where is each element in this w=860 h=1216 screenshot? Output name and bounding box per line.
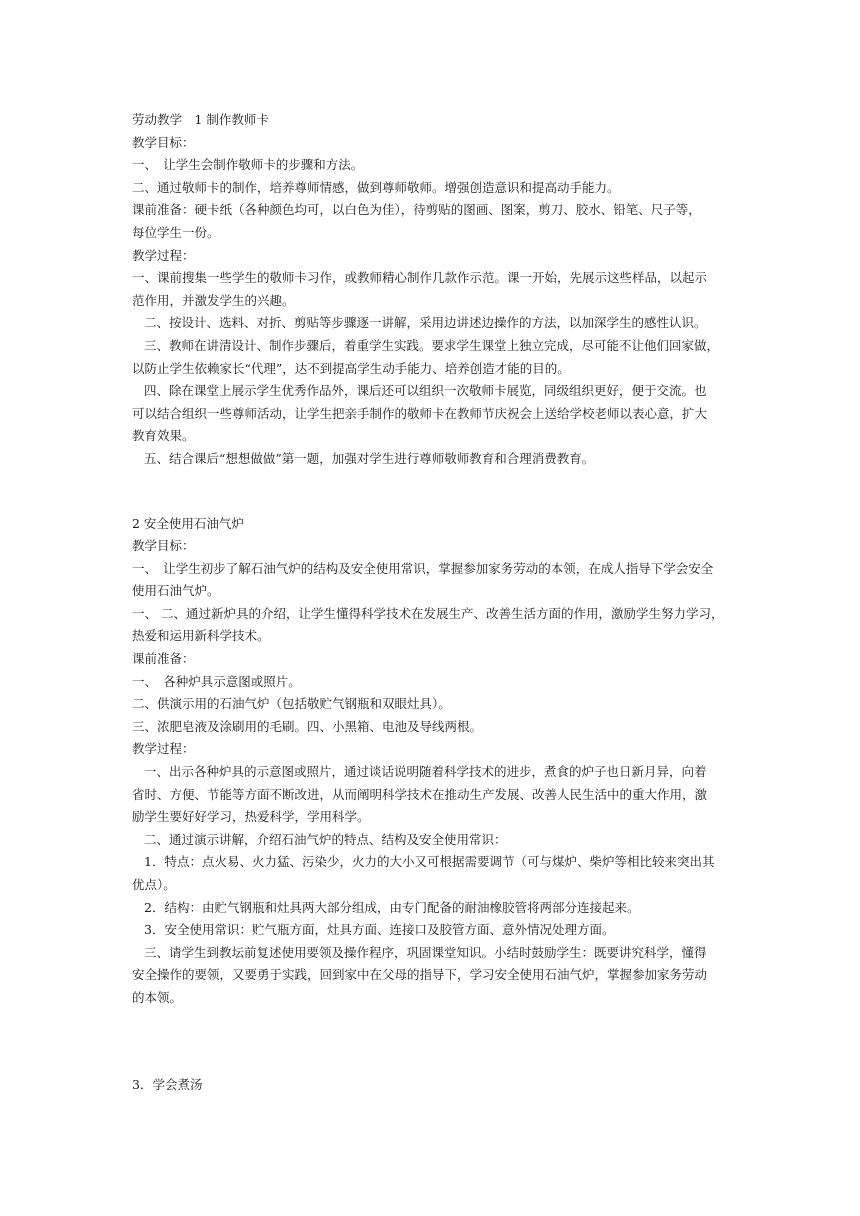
section-1-step-5: 五、结合课后“想想做做”第一题，加强对学生进行尊师敬师教育和合理消费教育。 [144,450,595,466]
section-2-goal-2-line-2: 热爱和运用新科学技术。 [132,628,270,644]
section-2-goals-heading: 教学目标： [132,538,195,554]
section-1-step-1-line-2: 范作用，并激发学生的兴趣。 [132,292,295,308]
section-2-item-2: 2．结构：由贮气钢瓶和灶具两大部分组成，由专门配备的耐油橡胶管将两部分连接起来。 [144,899,640,915]
section-2-prep-heading: 课前准备： [132,651,195,667]
section-2-prep-1: 一、 各种炉具示意图或照片。 [132,673,301,689]
section-spacer [132,471,732,513]
section-2-item-3: 3．安全使用常识：贮气瓶方面，灶具方面、连接口及胶管方面、意外情况处理方面。 [144,922,615,938]
section-1-goal-2: 二、通过敬师卡的制作，培养尊师情感，做到尊师敬师。增强创造意识和提高动手能力。 [132,179,620,195]
section-1-goal-1: 一、 让学生会制作敬师卡的步骤和方法。 [132,157,364,173]
section-2-goal-2-line-1: 一、 二、通过新炉具的介绍，让学生懂得科学技术在发展生产、改善生活方面的作用，激励学生努力学习， [132,605,724,621]
section-2-goal-1-line-1: 一、 让学生初步了解石油气炉的结构及安全使用常识，掌握参加家务劳动的本领，在成人指导下学会安全 [132,560,714,576]
section-2-step-1-line-3: 励学生要好好学习，热爱科学，学用科学。 [132,809,370,825]
section-3-title: 3．学会煮汤 [132,1076,203,1092]
section-2-goal-1-line-2: 使用石油气炉。 [132,583,220,599]
section-2-step-1-line-2: 省时、方便、节能等方面不断改进，从而阐明科学技术在推动生产发展、改善人民生活中的重大作用，激 [132,786,708,802]
section-1-title: 劳动教学 1 制作教师卡 [132,112,269,127]
section-2-step-3-line-3: 的本领。 [132,989,183,1005]
section-2-step-1-line-1: 一、出示各种炉具的示意图或照片，通过谈话说明随着科学技术的进步，煮食的炉子也日新月异，向着 [144,764,707,780]
section-2-item-1-line-1: 1．特点：点火易、火力猛、污染少，火力的大小又可根据需要调节（可与煤炉、柴炉等相比较来突出其 [144,854,715,870]
section-1-step-3-line-2: 以防止学生依赖家长“代理”，达不到提高学生动手能力、培养创造才能的目的。 [132,360,570,376]
section-1-step-4-line-3: 教育效果。 [132,428,195,444]
section-1-prep-line-1: 课前准备：硬卡纸（各种颜色均可，以白色为佳），待剪贴的图画、图案，剪刀、胶水、铅笔、尺子等， [132,202,701,218]
section-2-prep-2: 二、供演示用的石油气炉（包括敬贮气钢瓶和双眼灶具）。 [132,696,451,712]
section-1-process-heading: 教学过程： [132,247,195,263]
section-1-step-4-line-1: 四、除在课堂上展示学生优秀作品外，课后还可以组织一次敬师卡展览，同级组织更好，便于交流。也 [144,383,707,399]
section-1-step-3-line-1: 三、教师在讲清设计、制作步骤后，着重学生实践。要求学生课堂上独立完成，尽可能不让他们回家做， [144,337,720,353]
section-1-prep-line-2: 每位学生一份。 [132,224,220,240]
section-2-step-3-line-1: 三、请学生到教坛前复述使用要领及操作程序，巩固课堂知识。小结时鼓励学生：既要讲究科学，懂得 [144,944,707,960]
section-2-step-2: 二、通过演示讲解，介绍石油气炉的特点、结构及安全使用常识： [144,831,507,847]
document-body [132,109,732,1096]
section-2-prep-3: 三、浓肥皂液及涂刷用的毛刷。四、小黑箱、电池及导线两根。 [132,718,483,734]
section-2-step-3-line-2: 安全操作的要领，又要勇于实践，回到家中在父母的指导下，学习安全使用石油气炉，掌握参加家务劳动 [132,967,708,983]
section-1-goals-heading: 教学目标： [132,134,195,150]
section-2-title: 2 安全使用石油气炉 [132,515,244,531]
section-2-process-heading: 教学过程： [132,741,195,757]
section-1-step-4-line-2: 可以结合组织一些尊师活动，让学生把亲手制作的敬师卡在教师节庆祝会上送给学校老师以表心意，扩大 [132,405,708,421]
section-2-item-1-line-2: 优点）。 [132,877,176,892]
section-1-step-1-line-1: 一、课前搜集一些学生的敬师卡习作，或教师精心制作几款作示范。课一开始，先展示这些样品，以起示 [132,270,708,286]
section-1-step-2: 二、按设计、选料、对折、剪贴等步骤逐一讲解，采用边讲述边操作的方法，以加深学生的感性认识。 [144,315,707,331]
section-spacer [132,1010,732,1074]
